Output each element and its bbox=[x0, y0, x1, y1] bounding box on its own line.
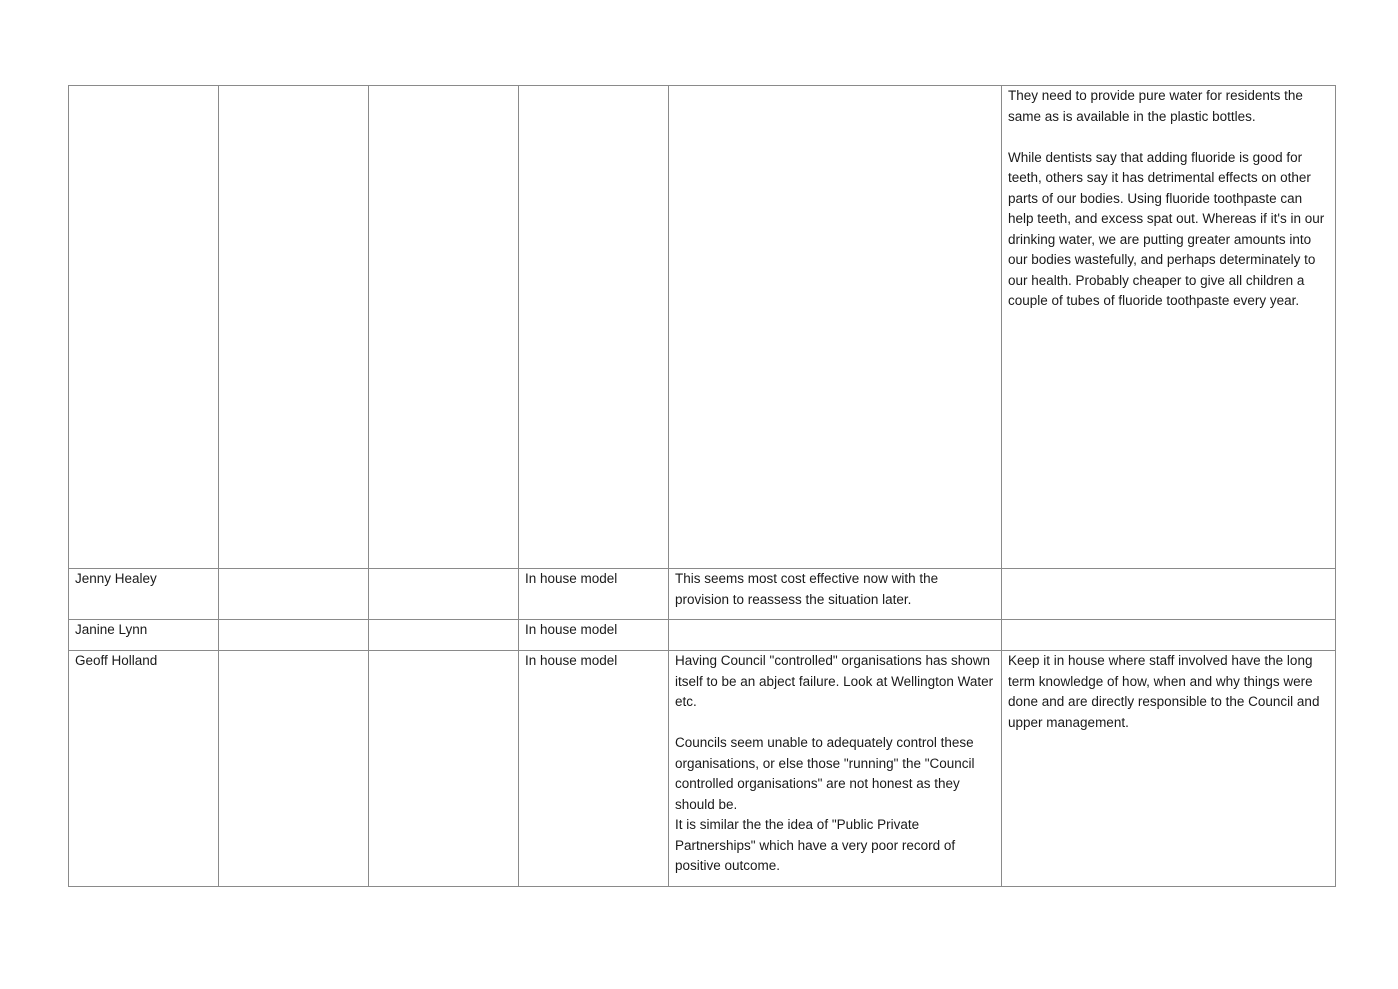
table-row bbox=[69, 569, 1336, 620]
comment-cell bbox=[669, 569, 1002, 620]
comment-paragraph: They need to provide pure water for residents the same as is available in the plastic bottles. bbox=[1008, 88, 1303, 124]
submitter-name-cell: Jenny Healey bbox=[69, 569, 219, 620]
table-row bbox=[69, 651, 1336, 887]
submissions-table bbox=[68, 85, 1336, 887]
submitter-name-cell bbox=[69, 86, 219, 569]
submitter-name-cell: Geoff Holland bbox=[69, 651, 219, 887]
empty-cell bbox=[369, 569, 519, 620]
additional-comment-cell bbox=[1002, 651, 1336, 887]
comment-paragraph: Having Council "controlled" organisations has shown itself to be an abject failure. Look at Wellington Water etc. bbox=[675, 653, 994, 709]
comment-cell bbox=[669, 86, 1002, 569]
comment-paragraph: This seems most cost effective now with the provision to reassess the situation later. bbox=[675, 571, 939, 607]
empty-cell bbox=[369, 620, 519, 651]
comment-cell bbox=[669, 620, 1002, 651]
table-row bbox=[69, 86, 1336, 569]
model-choice-cell: In house model bbox=[519, 620, 669, 651]
comment-paragraph: Keep it in house where staff involved have the long term knowledge of how, when and why things were done and are directly responsible to the Council and upper management. bbox=[1008, 653, 1320, 730]
additional-comment-cell bbox=[1002, 620, 1336, 651]
empty-cell bbox=[219, 86, 369, 569]
comment-cell bbox=[669, 651, 1002, 887]
comment-paragraph: It is similar the the idea of "Public Private Partnerships" which have a very poor record of positive outcome. bbox=[675, 817, 956, 873]
additional-comment-cell bbox=[1002, 569, 1336, 620]
model-choice-cell: In house model bbox=[519, 651, 669, 887]
submitter-name-cell: Janine Lynn bbox=[69, 620, 219, 651]
additional-comment-cell bbox=[1002, 86, 1336, 569]
empty-cell bbox=[219, 651, 369, 887]
table-row bbox=[69, 620, 1336, 651]
empty-cell bbox=[369, 86, 519, 569]
model-choice-cell: In house model bbox=[519, 569, 669, 620]
empty-cell bbox=[219, 569, 369, 620]
empty-cell bbox=[369, 651, 519, 887]
comment-paragraph: While dentists say that adding fluoride is good for teeth, others say it has detrimental effects on other parts of our bodies. Using fluoride toothpaste can help teeth, and excess spat out. Whereas if it's in our drinking water, we are putting greater amounts into our bodies wastefully, and perhaps determinately to our health. Probably cheaper to give all children a couple of tubes of fluoride toothpaste every year. bbox=[1008, 149, 1325, 308]
comment-paragraph: Councils seem unable to adequately control these organisations, or else those "running" the "Council controlled organisations" are not honest as they should be. bbox=[675, 735, 975, 812]
empty-cell bbox=[219, 620, 369, 651]
model-choice-cell bbox=[519, 86, 669, 569]
